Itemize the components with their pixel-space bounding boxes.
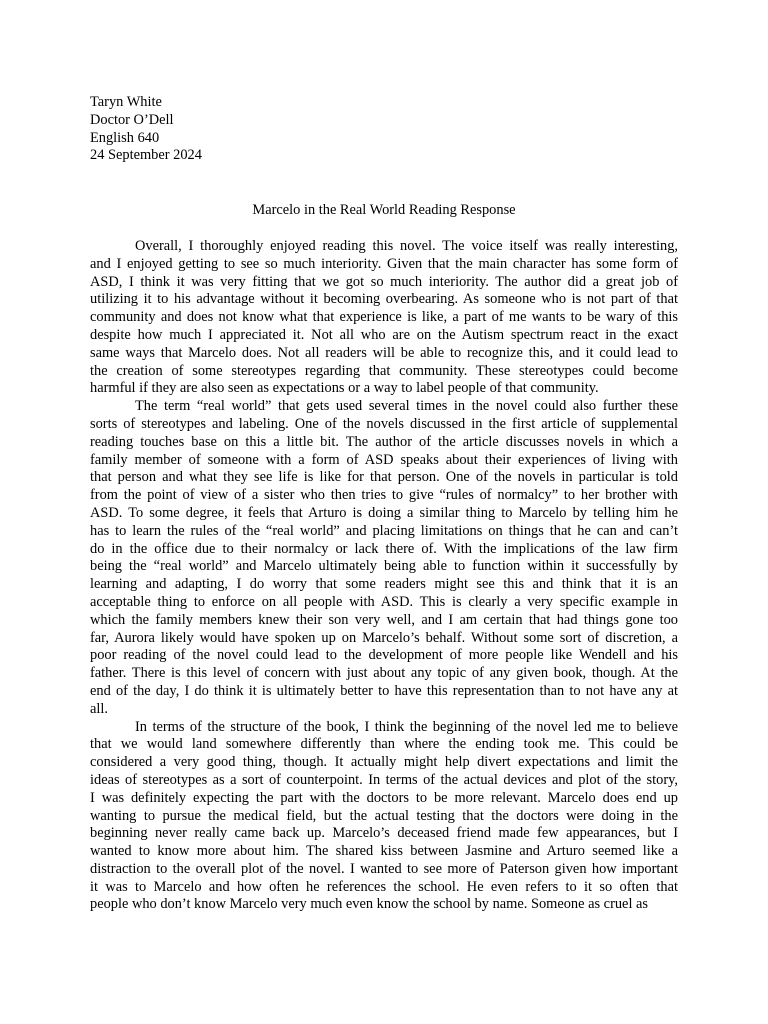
- document-body: [90, 238, 678, 914]
- paragraph-line: In terms of the structure of the book, I think the beginning of the novel led me to believe: [135, 718, 678, 735]
- paragraph-line: people who don’t know Marcelo very much even know the school by name. Someone as cruel as: [90, 896, 649, 913]
- document-date: 24 September 2024: [90, 147, 202, 164]
- paragraph-line: acceptable thing to enforce on all people with ASD. This is clearly a very specific example in: [90, 593, 678, 610]
- paragraph-line: that person and what they see life is like for that person. One of the novels in particular is told: [90, 469, 678, 486]
- paragraph-line: despite how much I appreciated it. Not all who are on the Autism spectrum react in the exact: [90, 326, 678, 343]
- document-title: Marcelo in the Real World Reading Response: [252, 202, 516, 218]
- paragraph-line: wanting to pursue the medical field, but the actual testing that the doctors were doing in the: [90, 807, 678, 824]
- paragraph-line: Overall, I thoroughly enjoyed reading this novel. The voice itself was really interesting,: [135, 238, 678, 254]
- paragraph-line: utilizing it to his advantage without it becoming overbearing. As someone who is not part of that: [90, 291, 678, 308]
- paragraph-line: and I enjoyed getting to see so much interiority. Given that the main character has some form of: [90, 255, 678, 272]
- paragraph-line: from the point of view of a sister who then tries to give “rules of normalcy” to her brother with: [90, 487, 678, 504]
- paragraph-line: which the family members knew their son very well, and I am certain that had things gone too: [90, 611, 678, 628]
- paragraph-line: family member of someone with a form of ASD speaks about their experiences of living with: [90, 451, 678, 468]
- paragraph-line: community and does not know what that experience is like, a part of me wants to be wary of this: [90, 309, 678, 326]
- paragraph-line: father. There is this level of concern with just about any topic of any given book, though. At the: [90, 665, 678, 682]
- paragraph-line: do in the office due to their normalcy or lack there of. With the implications of the law firm: [90, 540, 678, 557]
- paragraph-line: being the “real world” and Marcelo ultimately being able to function within it successfully by: [90, 558, 678, 575]
- paragraph-line: all.: [90, 700, 108, 717]
- course-name: English 640: [90, 129, 160, 146]
- author-name: Taryn White: [90, 94, 162, 110]
- paragraph-line: harmful if they are also seen as expectations or a way to label people of that community.: [90, 380, 599, 397]
- body-paragraph: [90, 398, 678, 718]
- body-paragraph: [90, 719, 678, 915]
- paragraph-line: wanted to know more about him. The shared kiss between Jasmine and Arturo seemed like a: [90, 843, 678, 860]
- paragraph-line: end of the day, I do think it is ultimately better to have this representation than to not have any at: [90, 682, 678, 699]
- body-paragraph: [90, 238, 678, 398]
- paragraph-line: reading touches base on this a little bit. The author of the article discusses novels in which a: [90, 433, 678, 450]
- paragraph-line: considered a very good thing, though. It actually might help divert expectations and limit the: [90, 754, 678, 771]
- paragraph-line: I was definitely expecting the part with the doctors to be more relevant. Marcelo does end up: [90, 789, 678, 806]
- paragraph-line: ASD, I think it was very fitting that we got so much interiority. The author did a great job of: [90, 273, 678, 290]
- paragraph-line: ideas of stereotypes as a sort of counterpoint. In terms of the actual devices and plot of the story,: [90, 771, 678, 788]
- paragraph-line: beginning never really came back up. Marcelo’s deceased friend made few appearances, but I: [90, 825, 678, 842]
- paragraph-line: learning and adapting, I do worry that some readers might see this and think that it is an: [90, 576, 678, 593]
- paragraph-line: The term “real world” that gets used several times in the novel could also further these: [135, 398, 678, 415]
- instructor-name: Doctor O’Dell: [90, 111, 174, 128]
- paragraph-line: has to learn the rules of the “real world” and placing limitations on things that he can and can’t: [90, 522, 678, 539]
- paragraph-line: it was to Marcelo and how often he references the school. He even refers to it so often that: [90, 878, 678, 895]
- paragraph-line: far, Aurora likely would have spoken up on Marcelo’s behalf. Without some sort of discretion, a: [90, 629, 678, 646]
- paragraph-line: ASD. To some degree, it feels that Arturo is doing a similar thing to Marcelo by telling him he: [90, 504, 678, 521]
- paragraph-line: same ways that Marcelo does. Not all readers will be able to recognize this, and it could lead to: [90, 344, 678, 361]
- paragraph-line: sorts of stereotypes and labeling. One of the novels discussed in the first article of supplemental: [90, 415, 678, 432]
- paragraph-line: distraction to the overall plot of the novel. I wanted to see more of Paterson given how important: [90, 860, 678, 877]
- document-header: [90, 94, 202, 165]
- paragraph-line: that we would land somewhere differently than where the ending took me. This could be: [90, 736, 678, 753]
- paragraph-line: the creation of some stereotypes regarding that community. These stereotypes could become: [90, 362, 678, 379]
- paragraph-line: poor reading of the novel could lead to the development of more people like Wendell and his: [90, 647, 678, 664]
